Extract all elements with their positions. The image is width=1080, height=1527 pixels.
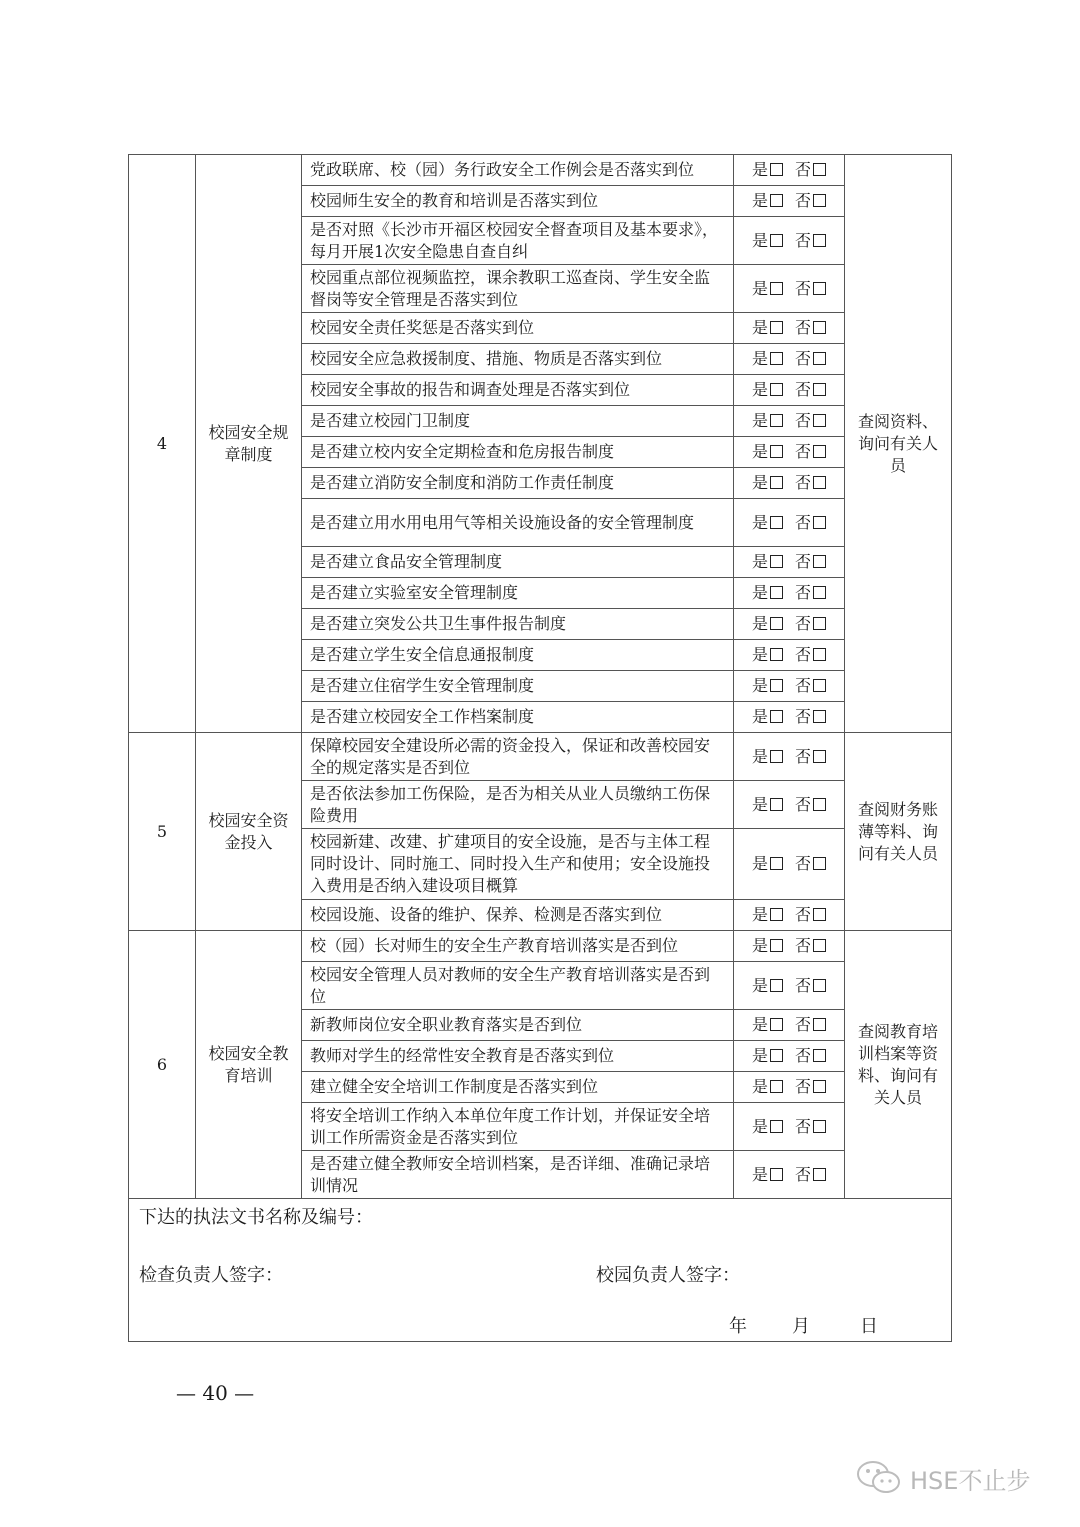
no-checkbox[interactable] <box>813 908 826 921</box>
inspector-signature-label: 检查负责人签字： <box>139 1265 283 1286</box>
yes-label: 是 <box>751 1015 768 1034</box>
no-label: 否 <box>795 905 812 924</box>
check-item: 是否依法参加工伤保险，是否为相关从业人员缴纳工伤保险费用 <box>302 781 734 829</box>
yes-no-cell <box>734 186 845 217</box>
yes-checkbox[interactable] <box>770 352 783 365</box>
yes-checkbox[interactable] <box>770 979 783 992</box>
yes-no-cell <box>734 781 845 829</box>
section-title: 校园安全资金投入 <box>196 733 302 931</box>
yes-label: 是 <box>751 1046 768 1065</box>
check-item: 是否建立健全教师安全培训档案，是否详细、准确记录培训情况 <box>302 1151 734 1199</box>
yes-label: 是 <box>751 552 768 571</box>
check-item: 校园师生安全的教育和培训是否落实到位 <box>302 186 734 217</box>
inspection-table-body <box>129 155 952 1199</box>
yes-no-cell <box>734 640 845 671</box>
no-label: 否 <box>795 1046 812 1065</box>
check-item: 是否建立住宿学生安全管理制度 <box>302 671 734 702</box>
no-checkbox[interactable] <box>813 282 826 295</box>
yes-label: 是 <box>751 1077 768 1096</box>
no-checkbox[interactable] <box>813 679 826 692</box>
no-checkbox[interactable] <box>813 414 826 427</box>
no-label: 否 <box>795 278 812 298</box>
yes-checkbox[interactable] <box>770 1168 783 1181</box>
watermark <box>856 1460 1030 1496</box>
section-number: 6 <box>129 931 196 1199</box>
check-item: 是否建立校内安全定期检查和危房报告制度 <box>302 437 734 468</box>
yes-no-cell <box>734 609 845 640</box>
no-checkbox[interactable] <box>813 1049 826 1062</box>
no-checkbox[interactable] <box>813 194 826 207</box>
yes-label: 是 <box>751 975 768 995</box>
no-label: 否 <box>795 936 812 955</box>
yes-label: 是 <box>751 905 768 924</box>
no-label: 否 <box>795 645 812 664</box>
yes-checkbox[interactable] <box>770 710 783 723</box>
no-checkbox[interactable] <box>813 445 826 458</box>
check-item: 是否建立校园安全工作档案制度 <box>302 702 734 733</box>
yes-no-cell <box>734 1151 845 1199</box>
yes-no-cell <box>734 1010 845 1041</box>
yes-label: 是 <box>751 473 768 492</box>
check-item: 校园安全事故的报告和调查处理是否落实到位 <box>302 375 734 406</box>
yes-label: 是 <box>751 936 768 955</box>
footer-row <box>129 1199 952 1342</box>
no-checkbox[interactable] <box>813 1168 826 1181</box>
yes-no-cell <box>734 931 845 962</box>
no-label: 否 <box>795 1015 812 1034</box>
no-label: 否 <box>795 1116 812 1136</box>
yes-no-cell <box>734 547 845 578</box>
yes-no-cell <box>734 468 845 499</box>
check-item: 保障校园安全建设所必需的资金投入，保证和改善校园安全的规定落实是否到位 <box>302 733 734 781</box>
section-number: 5 <box>129 733 196 931</box>
year-label: 年 <box>729 1316 747 1337</box>
no-checkbox[interactable] <box>813 1018 826 1031</box>
no-checkbox[interactable] <box>813 321 826 334</box>
no-label: 否 <box>795 160 812 179</box>
yes-checkbox[interactable] <box>770 798 783 811</box>
section-title: 校园安全规章制度 <box>196 155 302 733</box>
yes-no-cell <box>734 265 845 313</box>
no-checkbox[interactable] <box>813 476 826 489</box>
no-label: 否 <box>795 473 812 492</box>
check-item: 新教师岗位安全职业教育落实是否到位 <box>302 1010 734 1041</box>
yes-checkbox[interactable] <box>770 445 783 458</box>
yes-checkbox[interactable] <box>770 857 783 870</box>
check-item: 是否建立食品安全管理制度 <box>302 547 734 578</box>
no-label: 否 <box>795 411 812 430</box>
yes-label: 是 <box>751 349 768 368</box>
watermark-text: HSE不止步 <box>910 1466 1031 1495</box>
check-item: 校园设施、设备的维护、保养、检测是否落实到位 <box>302 900 734 931</box>
no-label: 否 <box>795 854 812 873</box>
check-item: 教师对学生的经常性安全教育是否落实到位 <box>302 1041 734 1072</box>
yes-no-cell <box>734 155 845 186</box>
yes-label: 是 <box>751 794 768 814</box>
check-item: 是否建立校园门卫制度 <box>302 406 734 437</box>
yes-checkbox[interactable] <box>770 476 783 489</box>
yes-label: 是 <box>751 676 768 695</box>
no-checkbox[interactable] <box>813 710 826 723</box>
yes-label: 是 <box>751 746 768 766</box>
footer-cell <box>129 1199 952 1342</box>
yes-no-cell <box>734 733 845 781</box>
table-row <box>129 733 952 781</box>
no-checkbox[interactable] <box>813 1080 826 1093</box>
no-label: 否 <box>795 442 812 461</box>
check-item: 校园安全管理人员对教师的安全生产教育培训落实是否到位 <box>302 962 734 1010</box>
yes-checkbox[interactable] <box>770 1080 783 1093</box>
month-label: 月 <box>792 1316 810 1337</box>
yes-checkbox[interactable] <box>770 1049 783 1062</box>
yes-checkbox[interactable] <box>770 516 783 529</box>
yes-checkbox[interactable] <box>770 1018 783 1031</box>
yes-label: 是 <box>751 411 768 430</box>
document-name-label: 下达的执法文书名称及编号： <box>139 1207 373 1228</box>
no-checkbox[interactable] <box>813 163 826 176</box>
no-label: 否 <box>795 318 812 337</box>
no-checkbox[interactable] <box>813 1120 826 1133</box>
yes-no-cell <box>734 671 845 702</box>
yes-label: 是 <box>751 707 768 726</box>
check-item: 是否建立用水用电用气等相关设施设备的安全管理制度 <box>302 499 734 547</box>
no-label: 否 <box>795 583 812 602</box>
no-label: 否 <box>795 794 812 814</box>
no-checkbox[interactable] <box>813 798 826 811</box>
yes-no-cell <box>734 406 845 437</box>
check-item: 建立健全安全培训工作制度是否落实到位 <box>302 1072 734 1103</box>
yes-no-cell <box>734 344 845 375</box>
table-row <box>129 931 952 962</box>
no-label: 否 <box>795 512 812 532</box>
day-label: 日 <box>860 1316 878 1337</box>
yes-no-cell <box>734 1103 845 1151</box>
no-checkbox[interactable] <box>813 750 826 763</box>
yes-label: 是 <box>751 442 768 461</box>
wechat-icon <box>856 1460 902 1496</box>
yes-label: 是 <box>751 645 768 664</box>
check-item: 校（园）长对师生的安全生产教育培训落实是否到位 <box>302 931 734 962</box>
no-checkbox[interactable] <box>813 586 826 599</box>
yes-checkbox[interactable] <box>770 648 783 661</box>
no-label: 否 <box>795 1164 812 1184</box>
yes-no-cell <box>734 217 845 265</box>
yes-no-cell <box>734 499 845 547</box>
yes-checkbox[interactable] <box>770 194 783 207</box>
no-checkbox[interactable] <box>813 352 826 365</box>
yes-no-cell <box>734 313 845 344</box>
no-label: 否 <box>795 1077 812 1096</box>
yes-no-cell <box>734 578 845 609</box>
no-label: 否 <box>795 614 812 633</box>
yes-label: 是 <box>751 1164 768 1184</box>
inspection-method: 查阅资料、询问有关人员 <box>845 155 952 733</box>
yes-checkbox[interactable] <box>770 586 783 599</box>
no-checkbox[interactable] <box>813 617 826 630</box>
inspection-method: 查阅教育培训档案等资料、询问有关人员 <box>845 931 952 1199</box>
yes-no-cell <box>734 1072 845 1103</box>
yes-checkbox[interactable] <box>770 908 783 921</box>
yes-label: 是 <box>751 191 768 210</box>
yes-checkbox[interactable] <box>770 679 783 692</box>
yes-checkbox[interactable] <box>770 163 783 176</box>
yes-no-cell <box>734 702 845 733</box>
yes-checkbox[interactable] <box>770 234 783 247</box>
check-item: 是否建立实验室安全管理制度 <box>302 578 734 609</box>
no-checkbox[interactable] <box>813 857 826 870</box>
yes-no-cell <box>734 375 845 406</box>
campus-signature-label: 校园负责人签字： <box>596 1265 740 1286</box>
no-checkbox[interactable] <box>813 939 826 952</box>
yes-label: 是 <box>751 614 768 633</box>
yes-checkbox[interactable] <box>770 1120 783 1133</box>
no-checkbox[interactable] <box>813 234 826 247</box>
no-checkbox[interactable] <box>813 516 826 529</box>
check-item: 党政联席、校（园）务行政安全工作例会是否落实到位 <box>302 155 734 186</box>
yes-no-cell <box>734 437 845 468</box>
yes-label: 是 <box>751 380 768 399</box>
table-row <box>129 155 952 186</box>
no-label: 否 <box>795 349 812 368</box>
check-item: 是否建立突发公共卫生事件报告制度 <box>302 609 734 640</box>
yes-label: 是 <box>751 512 768 532</box>
no-checkbox[interactable] <box>813 979 826 992</box>
inspection-table <box>128 154 952 1342</box>
yes-checkbox[interactable] <box>770 617 783 630</box>
no-label: 否 <box>795 552 812 571</box>
check-item: 校园重点部位视频监控，课余教职工巡查岗、学生安全监督岗等安全管理是否落实到位 <box>302 265 734 313</box>
yes-no-cell <box>734 962 845 1010</box>
no-label: 否 <box>795 676 812 695</box>
no-label: 否 <box>795 746 812 766</box>
yes-no-cell <box>734 900 845 931</box>
no-label: 否 <box>795 230 812 250</box>
section-number: 4 <box>129 155 196 733</box>
yes-label: 是 <box>751 854 768 873</box>
no-checkbox[interactable] <box>813 383 826 396</box>
yes-checkbox[interactable] <box>770 282 783 295</box>
yes-label: 是 <box>751 1116 768 1136</box>
no-label: 否 <box>795 380 812 399</box>
check-item: 校园安全责任奖惩是否落实到位 <box>302 313 734 344</box>
yes-checkbox[interactable] <box>770 939 783 952</box>
check-item: 校园安全应急救援制度、措施、物质是否落实到位 <box>302 344 734 375</box>
no-label: 否 <box>795 975 812 995</box>
inspection-method: 查阅财务账薄等料、询问有关人员 <box>845 733 952 931</box>
yes-label: 是 <box>751 583 768 602</box>
no-checkbox[interactable] <box>813 648 826 661</box>
yes-label: 是 <box>751 278 768 298</box>
check-item: 将安全培训工作纳入本单位年度工作计划，并保证安全培训工作所需资金是否落实到位 <box>302 1103 734 1151</box>
check-item: 校园新建、改建、扩建项目的安全设施，是否与主体工程同时设计、同时施工、同时投入生产和使用；安全设施投入费用是否纳入建设项目概算 <box>302 829 734 900</box>
yes-checkbox[interactable] <box>770 414 783 427</box>
yes-label: 是 <box>751 318 768 337</box>
yes-checkbox[interactable] <box>770 750 783 763</box>
check-item: 是否对照《长沙市开福区校园安全督查项目及基本要求》，每月开展1次安全隐患自查自纠 <box>302 217 734 265</box>
check-item: 是否建立学生安全信息通报制度 <box>302 640 734 671</box>
no-label: 否 <box>795 191 812 210</box>
yes-checkbox[interactable] <box>770 321 783 334</box>
yes-no-cell <box>734 829 845 900</box>
section-title: 校园安全教育培训 <box>196 931 302 1199</box>
yes-no-cell <box>734 1041 845 1072</box>
yes-label: 是 <box>751 230 768 250</box>
page-number: — 40 — <box>176 1381 255 1405</box>
no-checkbox[interactable] <box>813 555 826 568</box>
check-item: 是否建立消防安全制度和消防工作责任制度 <box>302 468 734 499</box>
yes-checkbox[interactable] <box>770 555 783 568</box>
yes-label: 是 <box>751 160 768 179</box>
no-label: 否 <box>795 707 812 726</box>
yes-checkbox[interactable] <box>770 383 783 396</box>
